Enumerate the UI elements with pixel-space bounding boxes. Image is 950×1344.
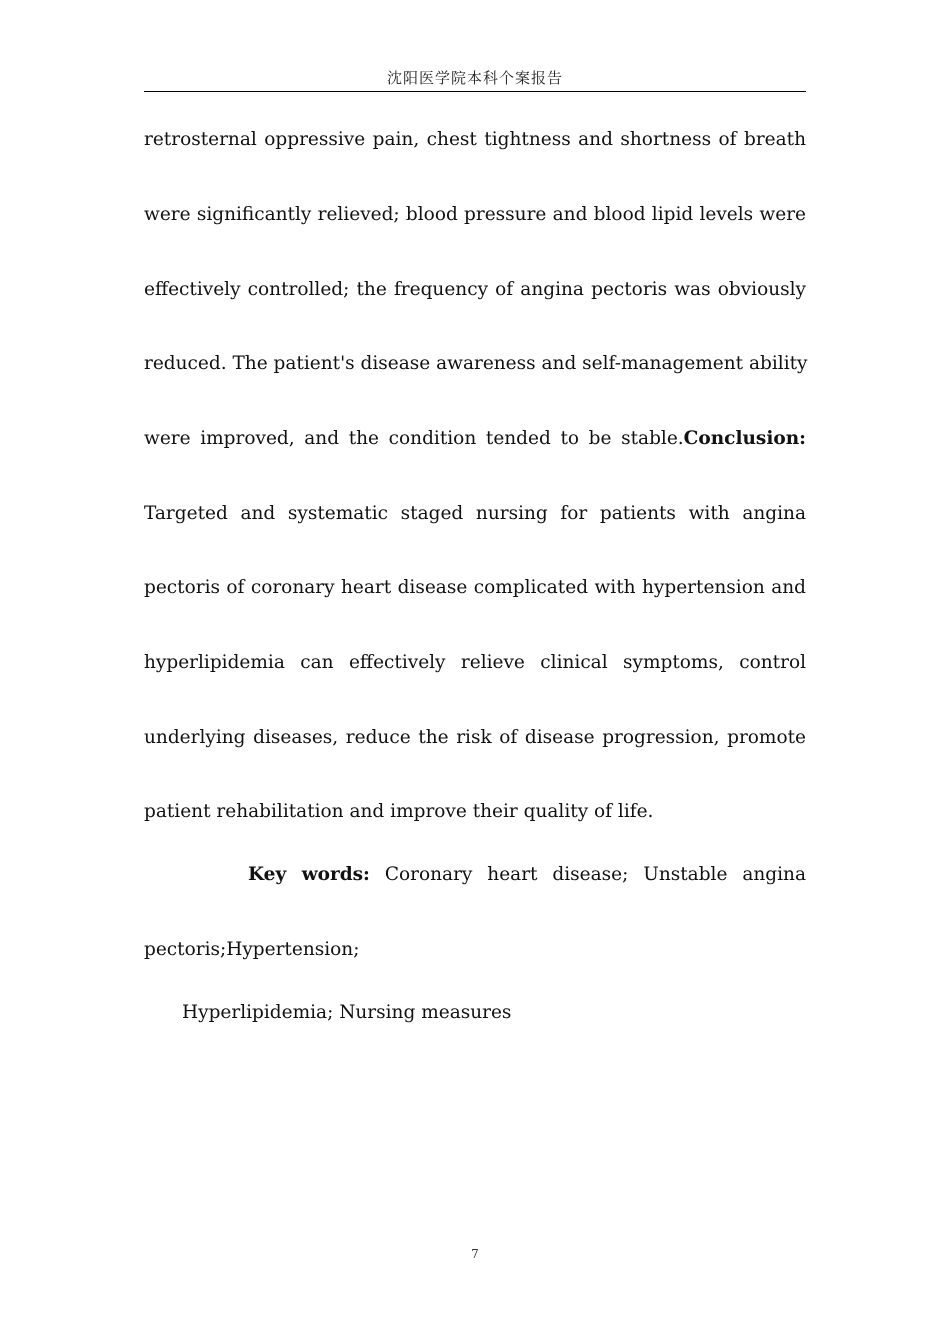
body-line-7: pectoris of coronary heart disease complicated with hypertension and	[144, 577, 806, 598]
body-line-10: patient rehabilitation and improve their quality of life.	[144, 801, 654, 822]
keywords-line-1	[248, 861, 806, 889]
page-number: 7	[471, 1247, 479, 1261]
body-line-9: underlying diseases, reduce the risk of disease progression, promote	[144, 727, 806, 748]
running-header: 沈阳医学院本科个案报告	[386, 69, 563, 87]
header-rule	[144, 91, 806, 92]
body-line-3: effectively controlled; the frequency of angina pectoris was obviously	[144, 279, 806, 300]
body-line-5	[144, 425, 806, 453]
keywords-line-3: Hyperlipidemia; Nursing measures	[182, 1002, 512, 1023]
body-line-2: were significantly relieved; blood pressure and blood lipid levels were	[144, 204, 806, 225]
body-line-5-text: were improved, and the condition tended to be stable.	[144, 428, 684, 449]
keywords-label: Key words:	[248, 864, 370, 885]
body-line-1: retrosternal oppressive pain, chest tightness and shortness of breath	[144, 129, 806, 150]
conclusion-label: Conclusion:	[683, 428, 806, 449]
body-line-4: reduced. The patient's disease awareness and self-management ability	[144, 353, 808, 374]
keywords-line-2: pectoris;Hypertension;	[144, 939, 360, 960]
body-line-8: hyperlipidemia can effectively relieve clinical symptoms, control	[144, 652, 806, 673]
keywords-text-1: Coronary heart disease; Unstable angina	[384, 864, 807, 885]
body-line-6: Targeted and systematic staged nursing for patients with angina	[144, 503, 806, 524]
